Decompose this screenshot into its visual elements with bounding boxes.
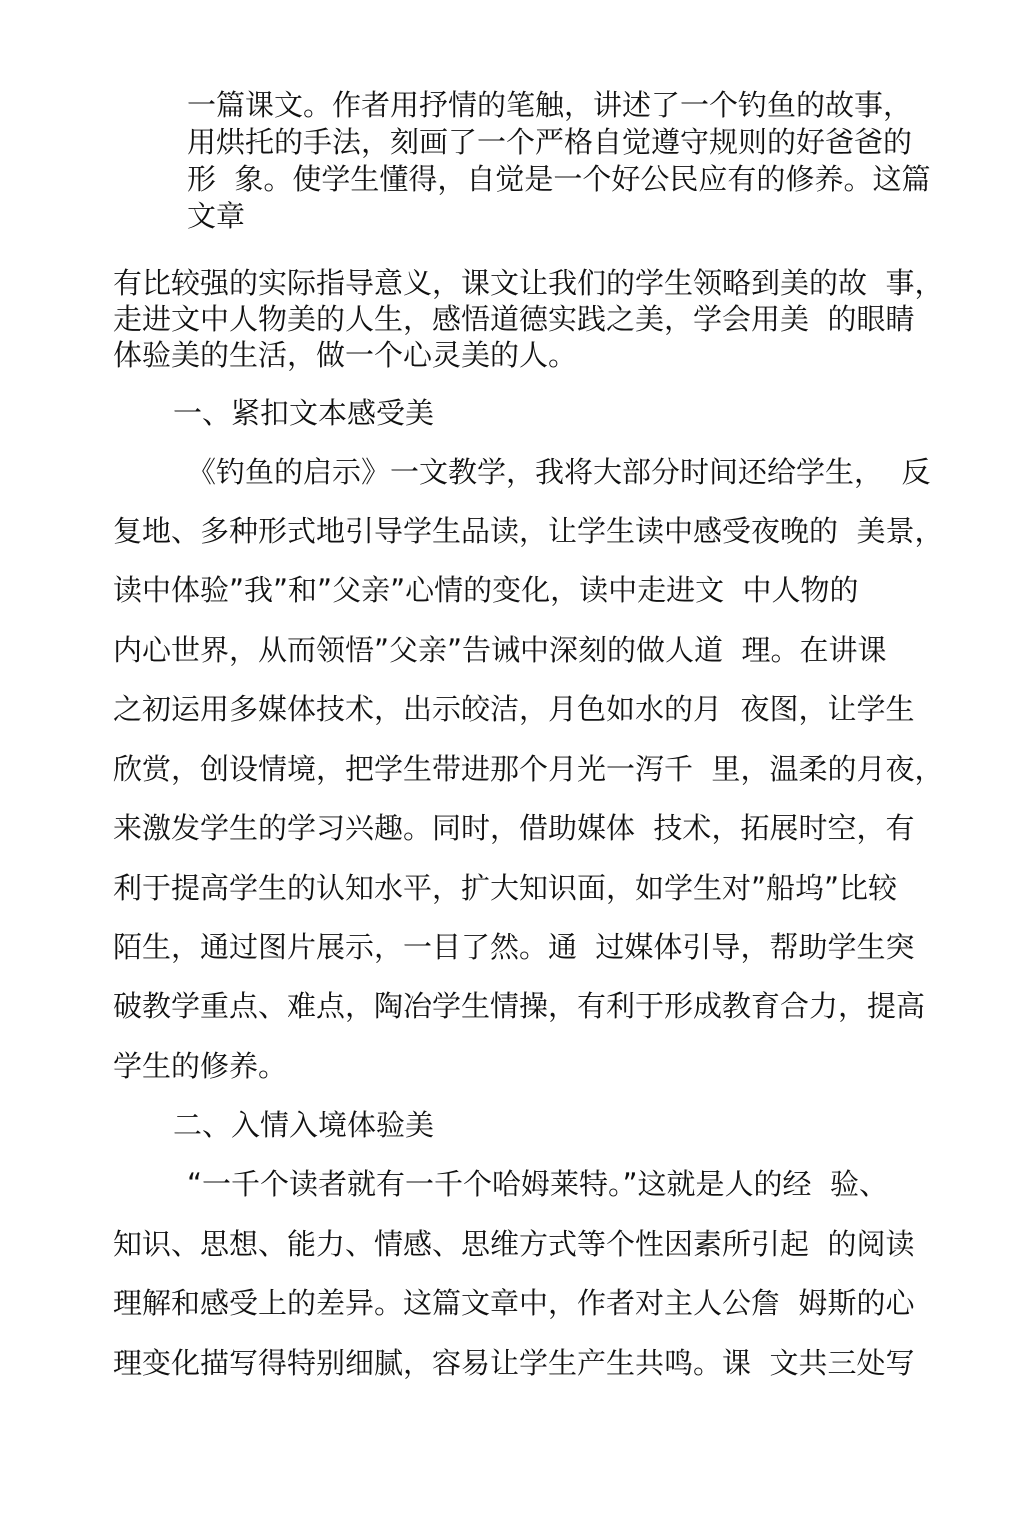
paragraph-line: 复地、多种形式地引导学生品读，让学生读中感受夜晚的 美景， (113, 514, 944, 548)
paragraph-line: 欣赏，创设情境，把学生带进那个月光一泻千 里，温柔的月夜， (113, 752, 944, 786)
paragraph-line: 陌生，通过图片展示，一目了然。通 过媒体引导，帮助学生突 (113, 930, 915, 964)
paragraph-line: 《钓鱼的启示》一文教学，我将大部分时间还给学生， 反 (187, 455, 931, 489)
paragraph-line: “一千个读者就有一千个哈姆莱特。”这就是人的经 验、 (187, 1167, 888, 1201)
intro-line: 一篇课文。作者用抒情的笔触，讲述了一个钓鱼的故事， (187, 88, 913, 122)
paragraph-line: 破教学重点、难点，陶冶学生情操，有利于形成教育合力，提高 (113, 989, 926, 1023)
section-heading: 二、入情入境体验美 (173, 1108, 435, 1142)
paragraph-line: 体验美的生活，做一个心灵美的人。 (113, 338, 578, 372)
intro-line: 形 象。使学生懂得，自觉是一个好公民应有的修养。这篇 (187, 162, 931, 196)
intro-line: 用烘托的手法，刻画了一个严格自觉遵守规则的好爸爸的 (187, 125, 913, 159)
paragraph-line: 知识、思想、能力、情感、思维方式等个性因素所引起 的阅读 (113, 1227, 915, 1261)
paragraph-line: 学生的修养。 (113, 1049, 288, 1083)
paragraph-line: 理解和感受上的差异。这篇文章中，作者对主人公詹 姆斯的心 (113, 1286, 915, 1320)
paragraph-line: 来激发学生的学习兴趣。同时，借助媒体 技术，拓展时空，有 (113, 811, 915, 845)
paragraph-line: 之初运用多媒体技术，出示皎洁，月色如水的月 夜图，让学生 (113, 692, 915, 726)
section-heading: 一、紧扣文本感受美 (173, 396, 435, 430)
paragraph-line: 有比较强的实际指导意义，课文让我们的学生领略到美的故 事， (113, 266, 944, 300)
intro-line: 文章 (187, 199, 246, 233)
paragraph-line: 读中体验”我”和”父亲”心情的变化，读中走进文 中人物的 (113, 573, 859, 607)
paragraph-line: 利于提高学生的认知水平，扩大知识面，如学生对”船坞”比较 (113, 871, 898, 905)
paragraph-line: 内心世界，从而领悟”父亲”告诫中深刻的做人道 理。在讲课 (113, 633, 887, 667)
paragraph-line: 理变化描写得特别细腻，容易让学生产生共鸣。课 文共三处写 (113, 1346, 915, 1380)
paragraph-line: 走进文中人物美的人生，感悟道德实践之美，学会用美 的眼睛 (113, 302, 915, 336)
